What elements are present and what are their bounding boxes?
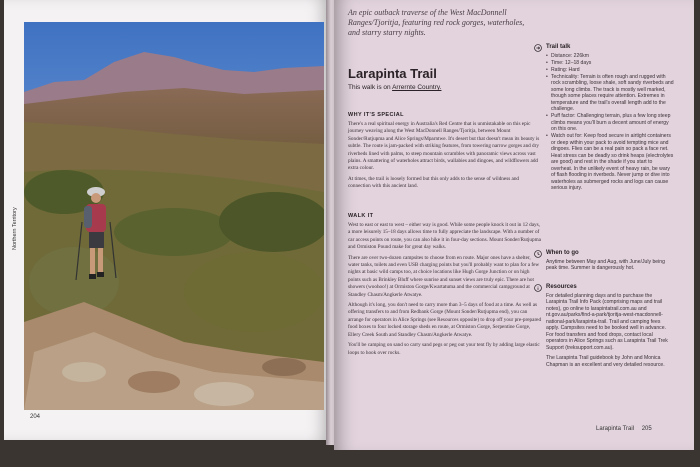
right-page [334,0,694,450]
intro-text: An epic outback traverse of the West MacDonnell Ranges/Tjoritja, featuring red rock gorges, waterholes, and starry starry nights. [348,8,525,37]
clock-icon [534,250,542,258]
page-footer-right [596,426,652,432]
info-icon [534,284,542,292]
resources-text-1: For detailed planning days and to purchase the Larapinta Trail Info Pack (comprising maps and trail notes), go online to larapintatrail.com.au and nt.gov.au/parks/find-a-park/tjoritja-west-macdonnell-national-park/larapinta-trail. Trail and camping fees apply. Campsites need to be booked well in advance. For food transfers and food drops, contact local operators in Alice Springs such as Larapinta Trail Trek Support (treksupport.com.au). [546,292,668,351]
trail-item: • Distance: 226km [546,53,674,60]
special-paragraph-1: There's a real spiritual energy in Australia's Red Centre that is unmistakable on this epic journey weaving along the West MacDonnell Ranges/Tjoritja, between Mount Sonder/Rutjupma and Alice Springs/Mparntwe. It's desert but that doesn't mean its beauty is subtle. The route is jam-packed with striking features, from towering narrow gorges and dry riverbeds lined with palms, to steep mountain scrambles with panoramic views across vast plains. A smattering of waterholes attract birds, wallabies and dingoes, and wildflowers add extra colour. [348,121,540,172]
special-paragraph-2: At times, the trail is loosely formed but this only adds to the sense of wildness and connection with this ancient land. [348,175,520,190]
footer-title: Larapinta Trail [596,426,635,432]
why-special-heading: WHY IT'S SPECIAL [348,112,404,118]
why-special-section [348,121,542,194]
resources-heading: Resources [546,284,577,290]
page-title: Larapinta Trail [348,66,437,81]
left-page [4,0,330,440]
trail-talk-heading: Trail talk [546,44,571,50]
walk-paragraph-3: Although it's long, you don't need to carry more than 3–5 days of food at a time. As well as offering transfers to and from Redbank Gorge (Mount Sonder/Rutjupma end), you can arrange for operators in Alice Springs (see Resources opposite) to drop off your pre-prepared food boxes to four locked storage sheds en route, at Ormiston Gorge, Serpentine Gorge, Ellery Creek South and Standley Chasm/Angkerle Atwatye. [348,302,542,338]
walk-it-section [348,222,542,360]
trail-item: • Watch out for: Keep food secure in airtight containers or deep within your pack to avoid tempting mice and dingoes. Flies can be a real pain so pack a face net. Heat stress can be deadly so drink heaps (electrolytes are good) and rest in the shade if you start to overheat. In the unlikely event of heavy rain, be wary of flash flooding in riverbeds. Never jump or dive into waterholes as submerged rocks and logs can cause serious injury. [546,133,674,192]
when-to-go-heading: When to go [546,250,579,256]
arrow-circle-icon [534,44,542,52]
trail-item: • Puff factor: Challenging terrain, plus a few long steep climbs means you'll burn a decent amount of energy on this one. [546,113,674,133]
when-to-go-box [546,250,674,272]
region-side-label: Northern Territory [12,207,18,250]
trail-item: • Rating: Hard [546,67,674,74]
subtitle-prefix: This walk is on [348,84,391,91]
walk-it-heading: WALK IT [348,213,374,219]
when-to-go-text: Anytime between May and Aug, with June/July being peak time. Summer is dangerously hot. [546,258,665,271]
resources-box [546,284,674,368]
walk-paragraph-4: You'll be camping on sand so carry sand pegs or peg out your tent fly by adding large elastic loops to hook over rocks. [348,342,540,356]
page-number-right: 205 [641,426,652,432]
walk-paragraph-1: West to east or east to west – either way is good. While some people knock it out in 12 days, a more leisurely 15–18 days allows time to fully appreciate the landscape. With a number of car access points on route, you can also hike it in four-day sections. Mount Sonder/Rutjupma and Ormiston Pound make for great day walks. [348,222,541,251]
trail-photo [24,22,324,410]
page-number-left: 204 [30,414,41,420]
resources-text-2: The Larapinta Trail guidebook by John and Monica Chapman is an excellent and very detailed resource. [546,355,665,368]
trail-item: • Technicality: Terrain is often rough and rugged with rock scrambling, loose shale, soft sandy riverbeds and some long climbs. The track is mostly well marked, though some places require attention. Extremes in temperature and the trail's overall length add to the challenge. [546,74,674,113]
trail-item: • Time: 12–18 days [546,60,674,67]
country-subtitle [348,84,441,91]
trail-talk-list [546,53,674,192]
trail-talk-box [546,44,674,192]
country-name: Arrernte Country. [392,84,442,91]
walk-paragraph-2: There are over two-dozen campsites to choose from en route. Major ones have a shelter, water tanks, toilets and even USB charging points but you'll probably want to plan for a few nights at basic wild camps too, at choice locations like Hugh Gorge Junction or on high points such as Brinkley Bluff where sunrise and sunset views are truly epic. There are hot showers (woohoo!) at Ormiston Gorge/Kwartatuma and the commercial campground at Standley Chasm/Angkerle Atwatye. [348,254,540,298]
